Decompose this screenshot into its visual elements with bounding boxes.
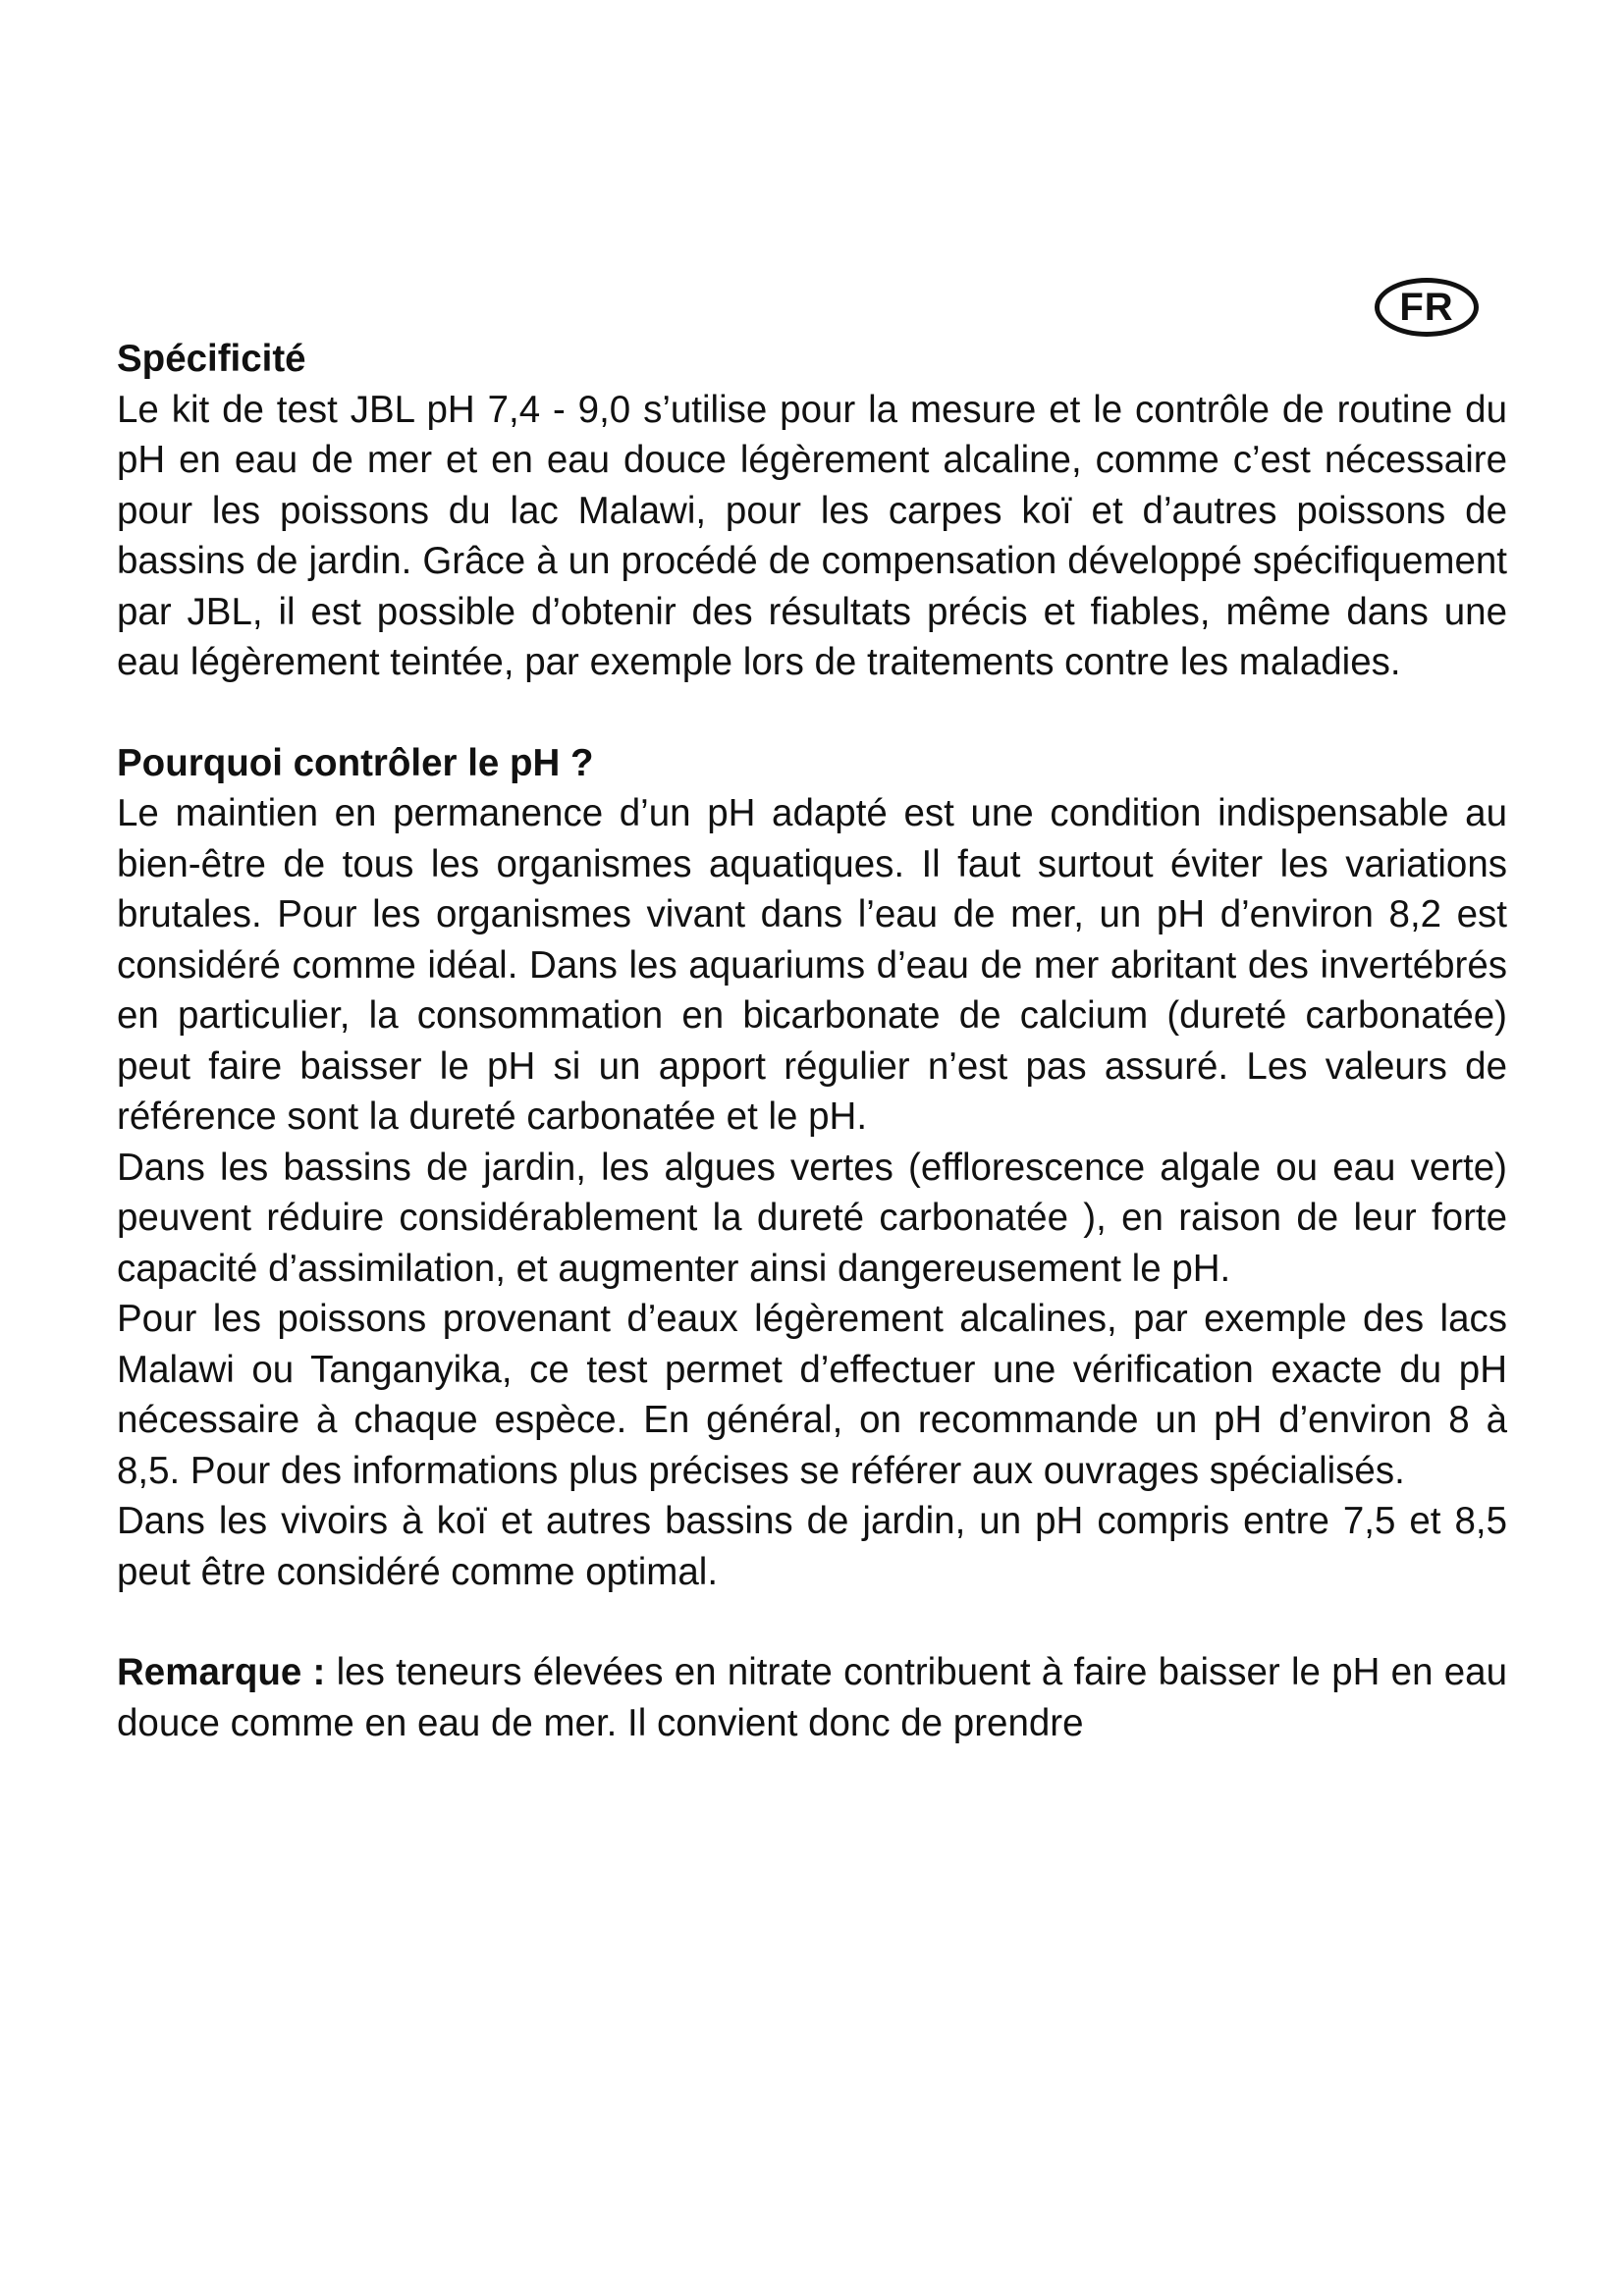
language-badge-label: FR: [1399, 286, 1454, 329]
pourquoi-paragraph-1: Le maintien en permanence d’un pH adapté est une condition indispensable au bien-être de tous les organismes aquatiques. Il faut surtout éviter les variations brutales. Pour les organismes vivant dans l’eau de mer, un pH d’environ 8,2 est considéré comme idéal. Dans les aquariums d’eau de mer abritant des invertébrés en particulier, la consommation en bicarbonate de calcium (dureté carbonatée) peut faire baisser le pH si un apport régulier n’est pas assuré. Les valeurs de référence sont la dureté carbonatée et le pH.: [117, 792, 1507, 1138]
remark-text: les teneurs élevées en nitrate contribuent à faire baisser le pH en eau douce comme en eau de mer. Il convient donc de prendre: [117, 1651, 1508, 1744]
pourquoi-paragraph-3: Pour les poissons provenant d’eaux légèrement alcalines, par exemple des lacs Malawi ou Tanganyika, ce test permet d’effectuer une vérification exacte du pH nécessaire à chaque espèce. En général, on recommande un pH d’environ 8 à 8,5. Pour des informations plus précises se référer aux ouvrages spécialisés.: [117, 1298, 1507, 1492]
document-body: [117, 334, 1507, 1748]
section-title-specificite: Spécificité: [117, 338, 306, 380]
pourquoi-paragraph-4: Dans les vivoirs à koï et autres bassins de jardin, un pH compris entre 7,5 et 8,5 peut être considéré comme optimal.: [117, 1500, 1507, 1593]
section-title-pourquoi: Pourquoi contrôler le pH ?: [117, 741, 594, 784]
remark-paragraph: [117, 1647, 1507, 1748]
section-spacer: [117, 688, 1507, 738]
section-spacer: [117, 1597, 1507, 1647]
specificite-paragraph: Le kit de test JBL pH 7,4 - 9,0 s’utilise pour la mesure et le contrôle de routine du pH en eau de mer et en eau douce légèrement alcaline, comme c’est nécessaire pour les poissons du lac Malawi, pour les carpes koï et d’autres poissons de bassins de jardin. Grâce à un procédé de compensation développé spécifiquement par JBL, il est possible d’obtenir des résultats précis et fiables, même dans une eau légèrement teintée, par exemple lors de traitements contre les maladies.: [117, 388, 1507, 683]
language-badge-fr: [1375, 278, 1479, 337]
remark-label: Remarque :: [117, 1651, 326, 1693]
pourquoi-paragraph-2: Dans les bassins de jardin, les algues vertes (efflorescence algale ou eau verte) peuvent réduire considérablement la dureté carbonatée ), en raison de leur forte capacité d’assimilation, et augmenter ainsi dangereusement le pH.: [117, 1146, 1507, 1290]
